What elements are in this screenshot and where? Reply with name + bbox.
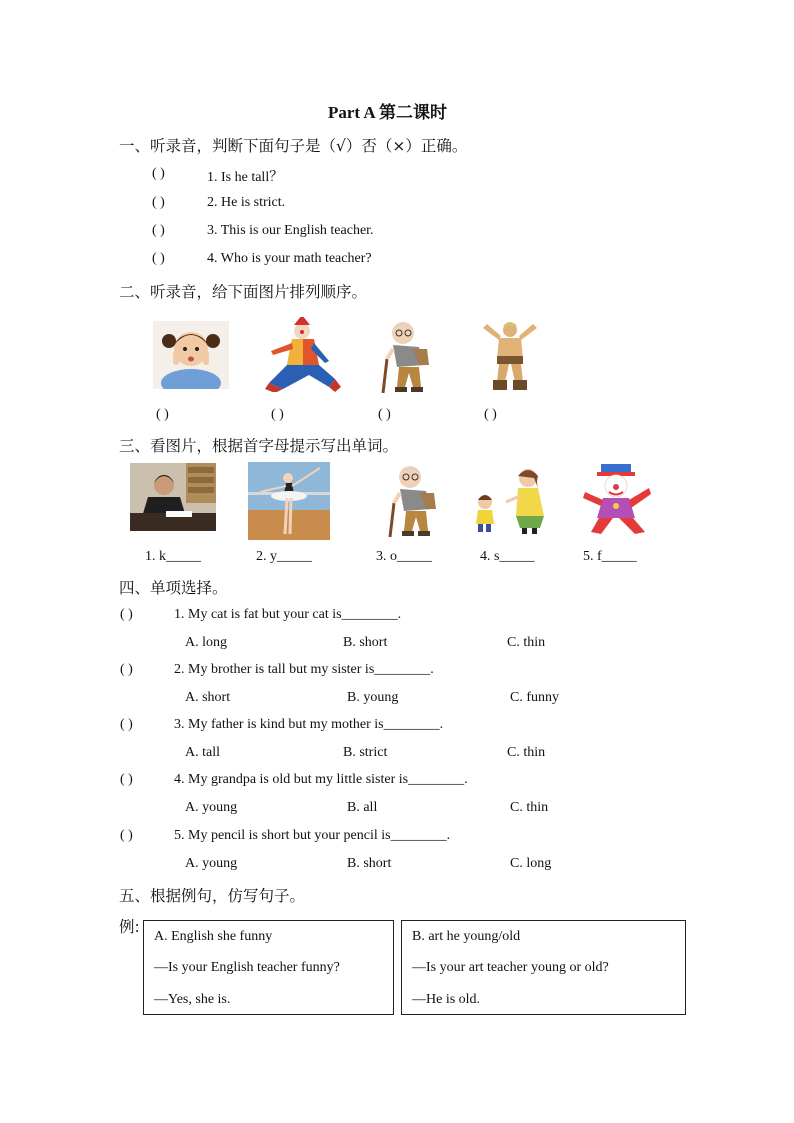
word-blank[interactable]: 2. y_____ [256, 549, 312, 564]
word-blank[interactable]: 3. o_____ [376, 549, 432, 564]
question-stem: 3. My father is kind but my mother is________. [174, 717, 444, 732]
word-blank[interactable]: 1. k_____ [145, 549, 201, 564]
option-c[interactable]: C. thin [510, 800, 549, 815]
answer-paren[interactable]: ( ) [152, 223, 165, 238]
short-tall-picture [470, 466, 550, 534]
option-c[interactable]: C. thin [507, 635, 546, 650]
option-c[interactable]: C. thin [507, 745, 546, 760]
sentence-item: 3. This is our English teacher. [207, 223, 374, 238]
old-man-picture-2 [382, 463, 448, 539]
clown-picture [265, 317, 341, 392]
example-box-b [401, 920, 686, 1015]
question-stem: 4. My grandpa is old but my little sister is________. [174, 772, 468, 787]
section1-heading: 一、听录音，判断下面句子是（√）否（×）正确。 [119, 137, 468, 155]
order-paren[interactable]: ( ) [484, 407, 497, 422]
strong-man-picture [477, 320, 543, 392]
option-b[interactable]: B. short [343, 635, 388, 650]
choice-paren[interactable]: ( ) [120, 607, 133, 622]
box-a-keywords: A. English she funny [154, 929, 273, 944]
section3-heading: 三、看图片，根据首字母提示写出单词。 [119, 437, 399, 455]
answer-paren[interactable]: ( ) [152, 195, 165, 210]
ballet-dancer-picture [248, 462, 330, 540]
example-label: 例: [119, 918, 140, 936]
answer-paren[interactable]: ( ) [152, 166, 165, 181]
option-a[interactable]: A. long [185, 635, 227, 650]
section2-heading: 二、听录音，给下面图片排列顺序。 [119, 283, 368, 301]
order-paren[interactable]: ( ) [271, 407, 284, 422]
old-man-picture [375, 319, 441, 395]
order-paren[interactable]: ( ) [378, 407, 391, 422]
choice-paren[interactable]: ( ) [120, 717, 133, 732]
box-a-answer: —Yes, she is. [154, 992, 231, 1007]
option-c[interactable]: C. funny [510, 690, 559, 705]
choice-paren[interactable]: ( ) [120, 772, 133, 787]
sentence-item: 4. Who is your math teacher? [207, 251, 372, 266]
choice-paren[interactable]: ( ) [120, 662, 133, 677]
page-title: Part A 第二课时 [328, 103, 447, 122]
girl-picture [153, 321, 229, 389]
section5-heading: 五、根据例句，仿写句子。 [119, 887, 306, 905]
example-box-a [143, 920, 394, 1015]
section4-heading: 四、单项选择。 [119, 579, 228, 597]
box-b-keywords: B. art he young/old [412, 929, 521, 944]
choice-paren[interactable]: ( ) [120, 828, 133, 843]
option-a[interactable]: A. young [185, 856, 238, 871]
option-b[interactable]: B. short [347, 856, 392, 871]
option-b[interactable]: B. strict [343, 745, 388, 760]
order-paren[interactable]: ( ) [156, 407, 169, 422]
word-blank[interactable]: 4. s_____ [480, 549, 535, 564]
option-b[interactable]: B. all [347, 800, 378, 815]
option-b[interactable]: B. young [347, 690, 399, 705]
sentence-item: 2. He is strict. [207, 195, 286, 210]
question-stem: 1. My cat is fat but your cat is________. [174, 607, 402, 622]
box-a-question: —Is your English teacher funny? [154, 960, 340, 975]
answer-paren[interactable]: ( ) [152, 251, 165, 266]
teacher-desk-picture [130, 463, 216, 531]
option-a[interactable]: A. young [185, 800, 238, 815]
option-a[interactable]: A. short [185, 690, 231, 705]
funny-clown-picture [581, 462, 653, 538]
box-b-answer: —He is old. [412, 992, 481, 1007]
sentence-item: 1. Is he tall？ [207, 170, 284, 185]
option-c[interactable]: C. long [510, 856, 552, 871]
word-blank[interactable]: 5. f_____ [583, 549, 637, 564]
option-a[interactable]: A. tall [185, 745, 220, 760]
box-b-question: —Is your art teacher young or old? [412, 960, 609, 975]
question-stem: 2. My brother is tall but my sister is________. [174, 662, 434, 677]
question-stem: 5. My pencil is short but your pencil is________. [174, 828, 451, 843]
